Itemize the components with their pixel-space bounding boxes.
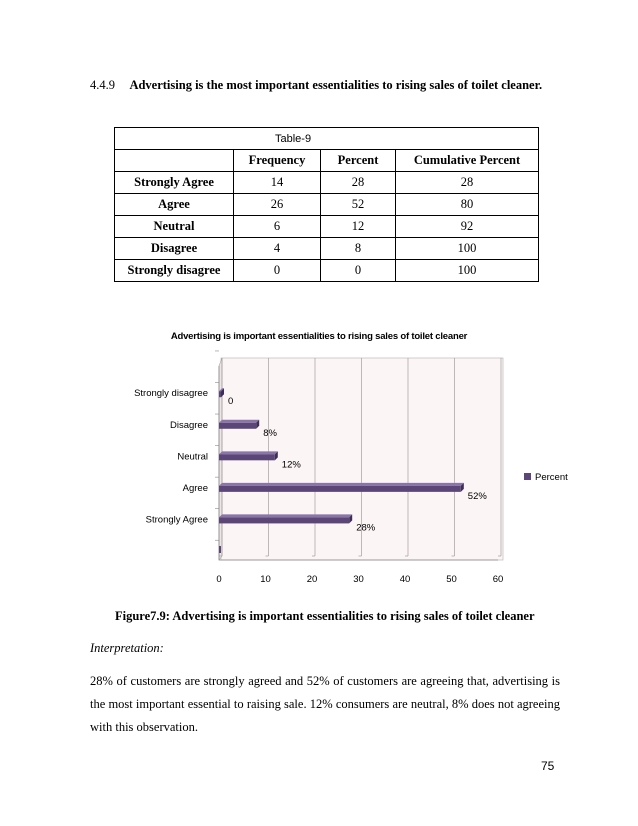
data-label: 12% — [281, 459, 301, 471]
x-tick-label: 30 — [353, 574, 364, 585]
bar-top — [219, 514, 352, 517]
row-percent: 28 — [321, 172, 396, 194]
row-cumulative: 100 — [396, 260, 539, 282]
table-caption: Table-9 — [115, 128, 539, 150]
interpretation-label: Interpretation: — [90, 641, 164, 655]
data-label: 28% — [356, 522, 376, 534]
bar — [219, 454, 275, 460]
data-label: 8% — [263, 427, 277, 439]
row-percent: 52 — [321, 194, 396, 216]
legend-label: Percent — [535, 472, 568, 483]
table-header-frequency: Frequency — [234, 150, 321, 172]
table-header-blank — [115, 150, 234, 172]
table-caption-row — [115, 128, 539, 150]
row-percent: 12 — [321, 216, 396, 238]
data-label: 52% — [467, 490, 487, 502]
x-tick-label: 10 — [260, 574, 271, 585]
bar — [219, 486, 461, 492]
bar-top — [219, 451, 278, 454]
table-row — [115, 260, 539, 282]
row-label: Strongly Agree — [115, 172, 234, 194]
table-row — [115, 172, 539, 194]
table-row — [115, 194, 539, 216]
bar-top — [219, 420, 259, 423]
category-label: Strongly Agree — [145, 514, 208, 526]
row-frequency: 26 — [234, 194, 321, 216]
data-label: 0 — [228, 396, 234, 408]
table-header-row — [115, 150, 539, 172]
table-header-percent: Percent — [321, 150, 396, 172]
category-label: Strongly disagree — [134, 388, 208, 400]
figure-caption: Figure7.9: Advertising is important essentialities to rising sales of toilet cleaner — [115, 609, 535, 623]
x-tick-label: 20 — [306, 574, 318, 585]
category-label: Agree — [182, 482, 208, 494]
row-frequency: 14 — [234, 172, 321, 194]
x-tick-label: 40 — [399, 574, 411, 585]
table-row — [115, 238, 539, 260]
interpretation-text: 28% of customers are strongly agreed and 52% of customers are agreeing that, advertising is the most important essential to raising sale. 12% consumers are neutral, 8% does not agreeing with this observation. — [90, 674, 560, 734]
table-header-cumulative: Cumulative Percent — [396, 150, 539, 172]
row-frequency: 6 — [234, 216, 321, 238]
chart-svg — [0, 320, 638, 590]
bar-stub — [219, 546, 221, 553]
category-label: Disagree — [169, 419, 208, 431]
row-label: Neutral — [115, 216, 234, 238]
page-number: 75 — [541, 759, 555, 773]
x-tick-label: 60 — [492, 574, 504, 585]
row-cumulative: 80 — [396, 194, 539, 216]
row-percent: 8 — [321, 238, 396, 260]
row-percent: 0 — [321, 260, 396, 282]
table-row — [115, 216, 539, 238]
chart-title: Advertising is important essentialities to rising sales of toilet cleaner — [170, 331, 468, 342]
legend-swatch — [524, 473, 531, 480]
section-title: Advertising is the most important essentialities to rising sales of toilet cleaner. — [129, 78, 543, 92]
section-number: 4.4.9 — [90, 78, 115, 92]
bar — [219, 517, 349, 523]
bar-chart — [0, 320, 638, 590]
x-tick-label: 50 — [446, 574, 457, 585]
row-label: Strongly disagree — [115, 260, 234, 282]
category-label: Neutral — [177, 451, 208, 463]
frequency-table — [114, 127, 539, 282]
row-label: Disagree — [115, 238, 234, 260]
row-cumulative: 28 — [396, 172, 539, 194]
x-tick-label: 0 — [216, 574, 222, 585]
bar-top — [219, 483, 464, 486]
section-heading — [90, 78, 542, 93]
bar — [219, 423, 256, 429]
row-cumulative: 100 — [396, 238, 539, 260]
row-label: Agree — [115, 194, 234, 216]
row-frequency: 4 — [234, 238, 321, 260]
row-frequency: 0 — [234, 260, 321, 282]
bar — [219, 391, 221, 397]
row-cumulative: 92 — [396, 216, 539, 238]
